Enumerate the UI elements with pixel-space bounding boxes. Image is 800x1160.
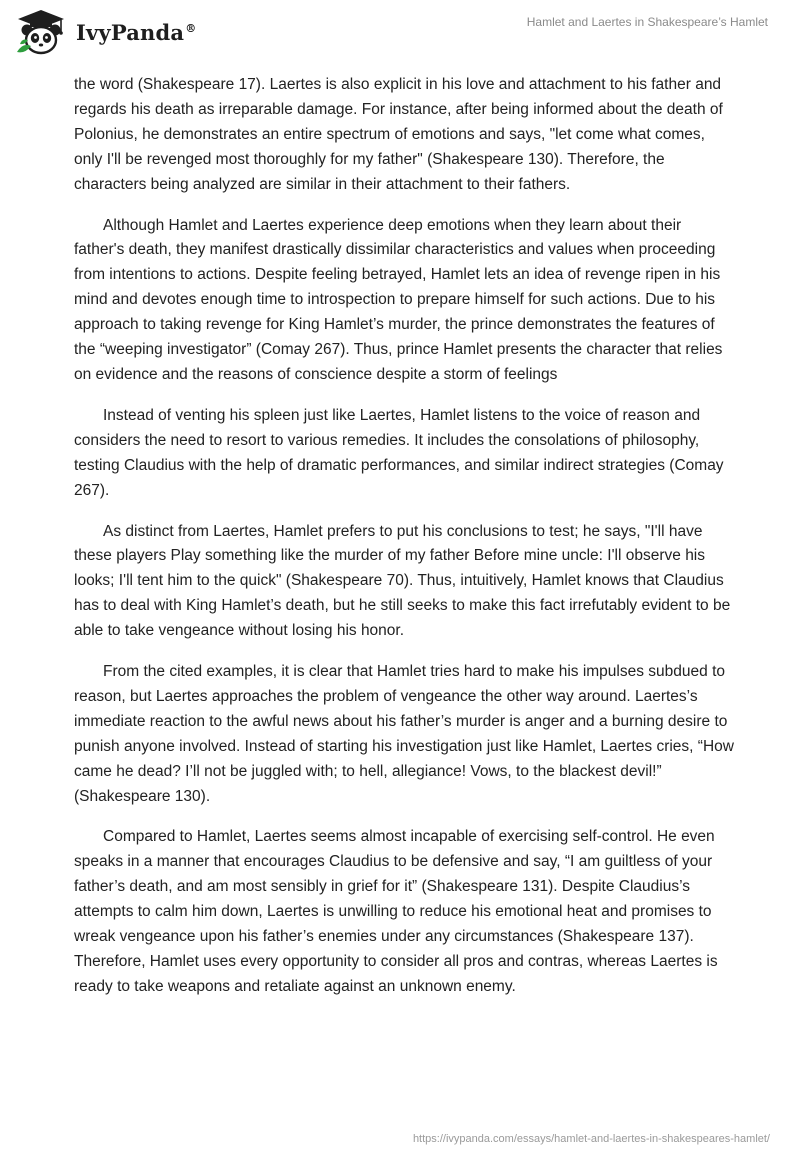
panda-graduate-icon	[14, 8, 68, 56]
source-url-link[interactable]: https://ivypanda.com/essays/hamlet-and-laertes-in-shakespeares-hamlet/	[412, 1133, 770, 1145]
page-header	[0, 0, 800, 64]
essay-body	[74, 73, 734, 1016]
paragraph: As distinct from Laertes, Hamlet prefers to put his conclusions to test; he says, "I'll have these players Play something like the murder of my father Before mine uncle: I'll observe his looks; I'll tent him to the quick" (Shakespeare 70). Thus, intuitively, Hamlet knows that Claudius has to deal with King Hamlet’s death, but he still seeks to make this fact irrefutably evident to be able to take vengeance without losing his honor.	[74, 522, 731, 640]
ivypanda-logo[interactable]	[14, 8, 196, 56]
document-title: Hamlet and Laertes in Shakespeare’s Hamlet	[526, 15, 768, 29]
paragraph: Compared to Hamlet, Laertes seems almost incapable of exercising self-control. He even speaks in a manner that encourages Claudius to be defensive and say, “I am guiltless of your father’s death, and am most sensibly in grief for it” (Shakespeare 131). Despite Claudius’s attempts to calm him down, Laertes is unwilling to reduce his emotional heat and promises to wreak vengeance upon his father’s enemies under any circumstances (Shakespeare 137). Therefore, Hamlet uses every opportunity to consider all pros and contras, whereas Laertes is ready to take weapons and retaliate against an unknown enemy.	[74, 828, 718, 995]
paragraph: the word (Shakespeare 17). Laertes is also explicit in his love and attachment to his father and regards his death as irreparable damage. For instance, after being informed about the death of Polonius, he demonstrates an entire spectrum of emotions and says, "let come what comes, only I'll be revenged most thoroughly for my father" (Shakespeare 130). Therefore, the characters being analyzed are similar in their attachment to their fathers.	[74, 76, 723, 193]
paragraph: Although Hamlet and Laertes experience deep emotions when they learn about their father's death, they manifest drastically dissimilar characteristics and values when proceeding from intentions to actions. Despite feeling betrayed, Hamlet lets an idea of revenge ripen in his mind and devotes enough time to introspection to prepare himself for such actions. Due to his approach to taking revenge for King Hamlet’s murder, the prince demonstrates the features of the “weeping investigator” (Comay 267). Thus, prince Hamlet presents the character that relies on evidence and the reasons of conscience despite a storm of feelings	[74, 216, 723, 383]
brand-name-text: IvyPanda	[76, 19, 185, 45]
registered-mark: ®	[185, 21, 197, 35]
brand-name	[76, 20, 196, 45]
paragraph: From the cited examples, it is clear that Hamlet tries hard to make his impulses subdued to reason, but Laertes approaches the problem of vengeance the other way around. Laertes’s immediate reaction to the awful news about his father’s murder is anger and a burning desire to punish anyone involved. Instead of starting his investigation just like Hamlet, Laertes cries, “How came he dead? I’ll not be juggled with; to hell, allegiance! Vows, to the blackest devil!” (Shakespeare 130).	[74, 663, 734, 805]
paragraph: Instead of venting his spleen just like Laertes, Hamlet listens to the voice of reason and considers the need to resort to various remedies. It includes the consolations of philosophy, testing Claudius with the help of dramatic performances, and similar indirect strategies (Comay 267).	[74, 406, 724, 499]
